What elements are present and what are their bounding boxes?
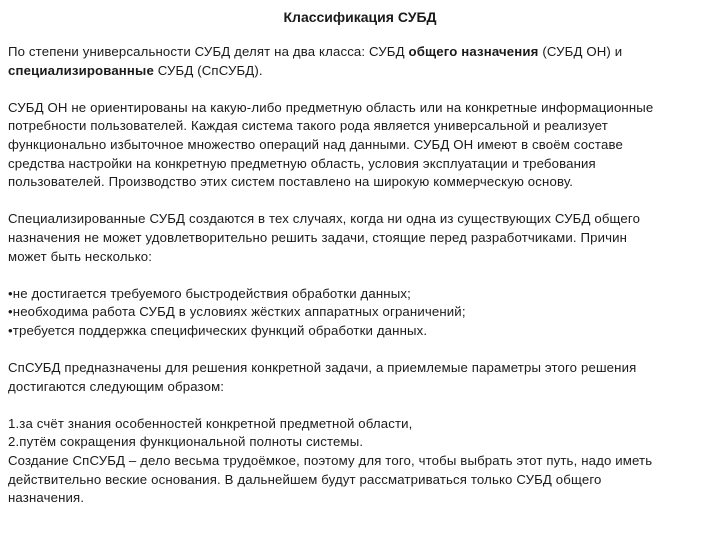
paragraph-specialized — [8, 210, 716, 266]
paragraph-general-purpose — [8, 99, 716, 192]
paragraph-line: может быть несколько: — [8, 248, 153, 264]
paragraph-line: СУБД ОН не ориентированы на какую-либо предметную область или на конкретные информационные — [8, 99, 654, 115]
list-item: •необходима работа СУБД в условиях жёстких аппаратных ограничений; — [8, 304, 466, 320]
paragraph-line: средства настройки на конкретную предметную область, условия эксплуатации и требования — [8, 155, 596, 171]
paragraph-line: назначения не может удовлетворительно решить задачи, стоящие перед разработчиками. Причин — [8, 229, 628, 245]
paragraph-line: Специализированные СУБД создаются в тех случаях, когда ни одна из существующих СУБД общего — [8, 211, 641, 227]
paragraph-methods — [8, 415, 716, 508]
paragraph-spsubd-purpose — [8, 359, 716, 396]
paragraph-line: пользователей. Производство этих систем поставлено на широкую коммерческую основу. — [8, 174, 574, 190]
list-item: 1.за счёт знания особенностей конкретной предметной области, — [8, 415, 413, 431]
text-fragment: (СУБД ОН) и — [538, 44, 623, 59]
paragraph-line: потребности пользователей. Каждая система такого рода является универсальной и реализует — [8, 118, 608, 134]
paragraph-line: назначения. — [8, 490, 85, 506]
paragraph-line — [8, 62, 716, 81]
list-item: 2.путём сокращения функциональной полноты системы. — [8, 434, 364, 450]
paragraph-line: СпСУБД предназначены для решения конкретной задачи, а приемлемые параметры этого решения — [8, 360, 637, 376]
paragraph-line — [8, 43, 716, 62]
paragraph-line: Создание СпСУБД – дело весьма трудоёмкое, поэтому для того, чтобы выбрать этот путь, надо иметь — [8, 453, 653, 469]
bold-term-general-purpose: общего назначения — [408, 44, 539, 59]
bullet-list — [8, 285, 716, 341]
text-fragment: СУБД (СпСУБД). — [153, 62, 263, 78]
paragraph-classes — [8, 43, 716, 80]
page-title: Классификация СУБД — [283, 9, 437, 25]
paragraph-line: действительно веские основания. В дальнейшем будут рассматриваться только СУБД общего — [8, 471, 602, 487]
text-fragment: По степени универсальности СУБД делят на два класса: СУБД — [8, 44, 409, 59]
paragraph-line: функционально избыточное множество операций над данными. СУБД ОН имеют в своём составе — [8, 136, 623, 152]
list-item: •не достигается требуемого быстродействия обработки данных; — [8, 285, 411, 301]
list-item: •требуется поддержка специфических функций обработки данных. — [8, 322, 428, 338]
paragraph-line: достигаются следующим образом: — [8, 378, 225, 394]
bold-term-specialized: специализированные — [8, 62, 154, 78]
document-body — [8, 43, 716, 508]
